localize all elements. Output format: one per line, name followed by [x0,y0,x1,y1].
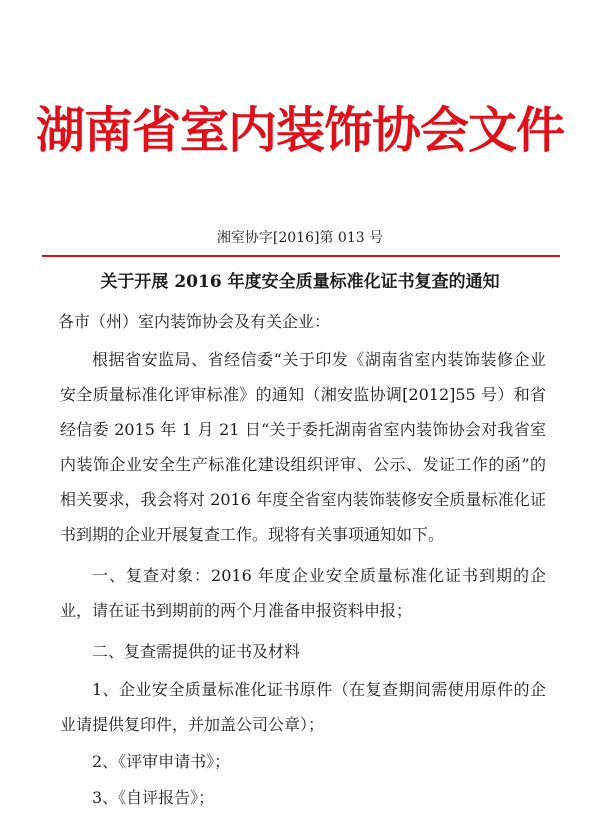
salutation: 各市（州）室内装饰协会及有关企业： [58,312,331,331]
notice-title: 关于开展 2016 年度安全质量标准化证书复查的通知 [100,272,500,292]
paragraph-3: 1、企业安全质量标准化证书原件（在复查期间需使用原件的企业请提供复印件，并加盖公司公章）； [60,680,546,734]
list-item-2: 2、《评审申请书》； [92,752,231,771]
red-divider [42,255,560,257]
paragraph-1: 根据省安监局、省经信委“关于印发《湖南省室内装饰装修企业安全质量标准化评审标准》的通知（湘安监协调[2012]55 号）和省经信委 2015 年 1 月 21 日“关于委托湖南省室内装饰协会对我省室内装饰企业安全生产标准化建设组织评审、公示、发证工作的函”的相关要求，我会将对 2016 年度全省室内装饰装修安全质量标准化证书到期的企业开展复查工作。现将有关事项通知如下。 [60,350,546,544]
list-item-3: 3、《自评报告》； [92,788,215,807]
header-title: 湖南省室内装饰协会文件 [35,102,564,159]
section-2-heading: 二、复查需提供的证书及材料 [92,642,301,661]
paragraph-2: 一、复查对象：2016 年度企业安全质量标准化证书到期的企业，请在证书到期前的两个月准备申报资料申报； [60,566,546,620]
document-number: 湘室协字[2016]第 013 号 [216,230,384,246]
